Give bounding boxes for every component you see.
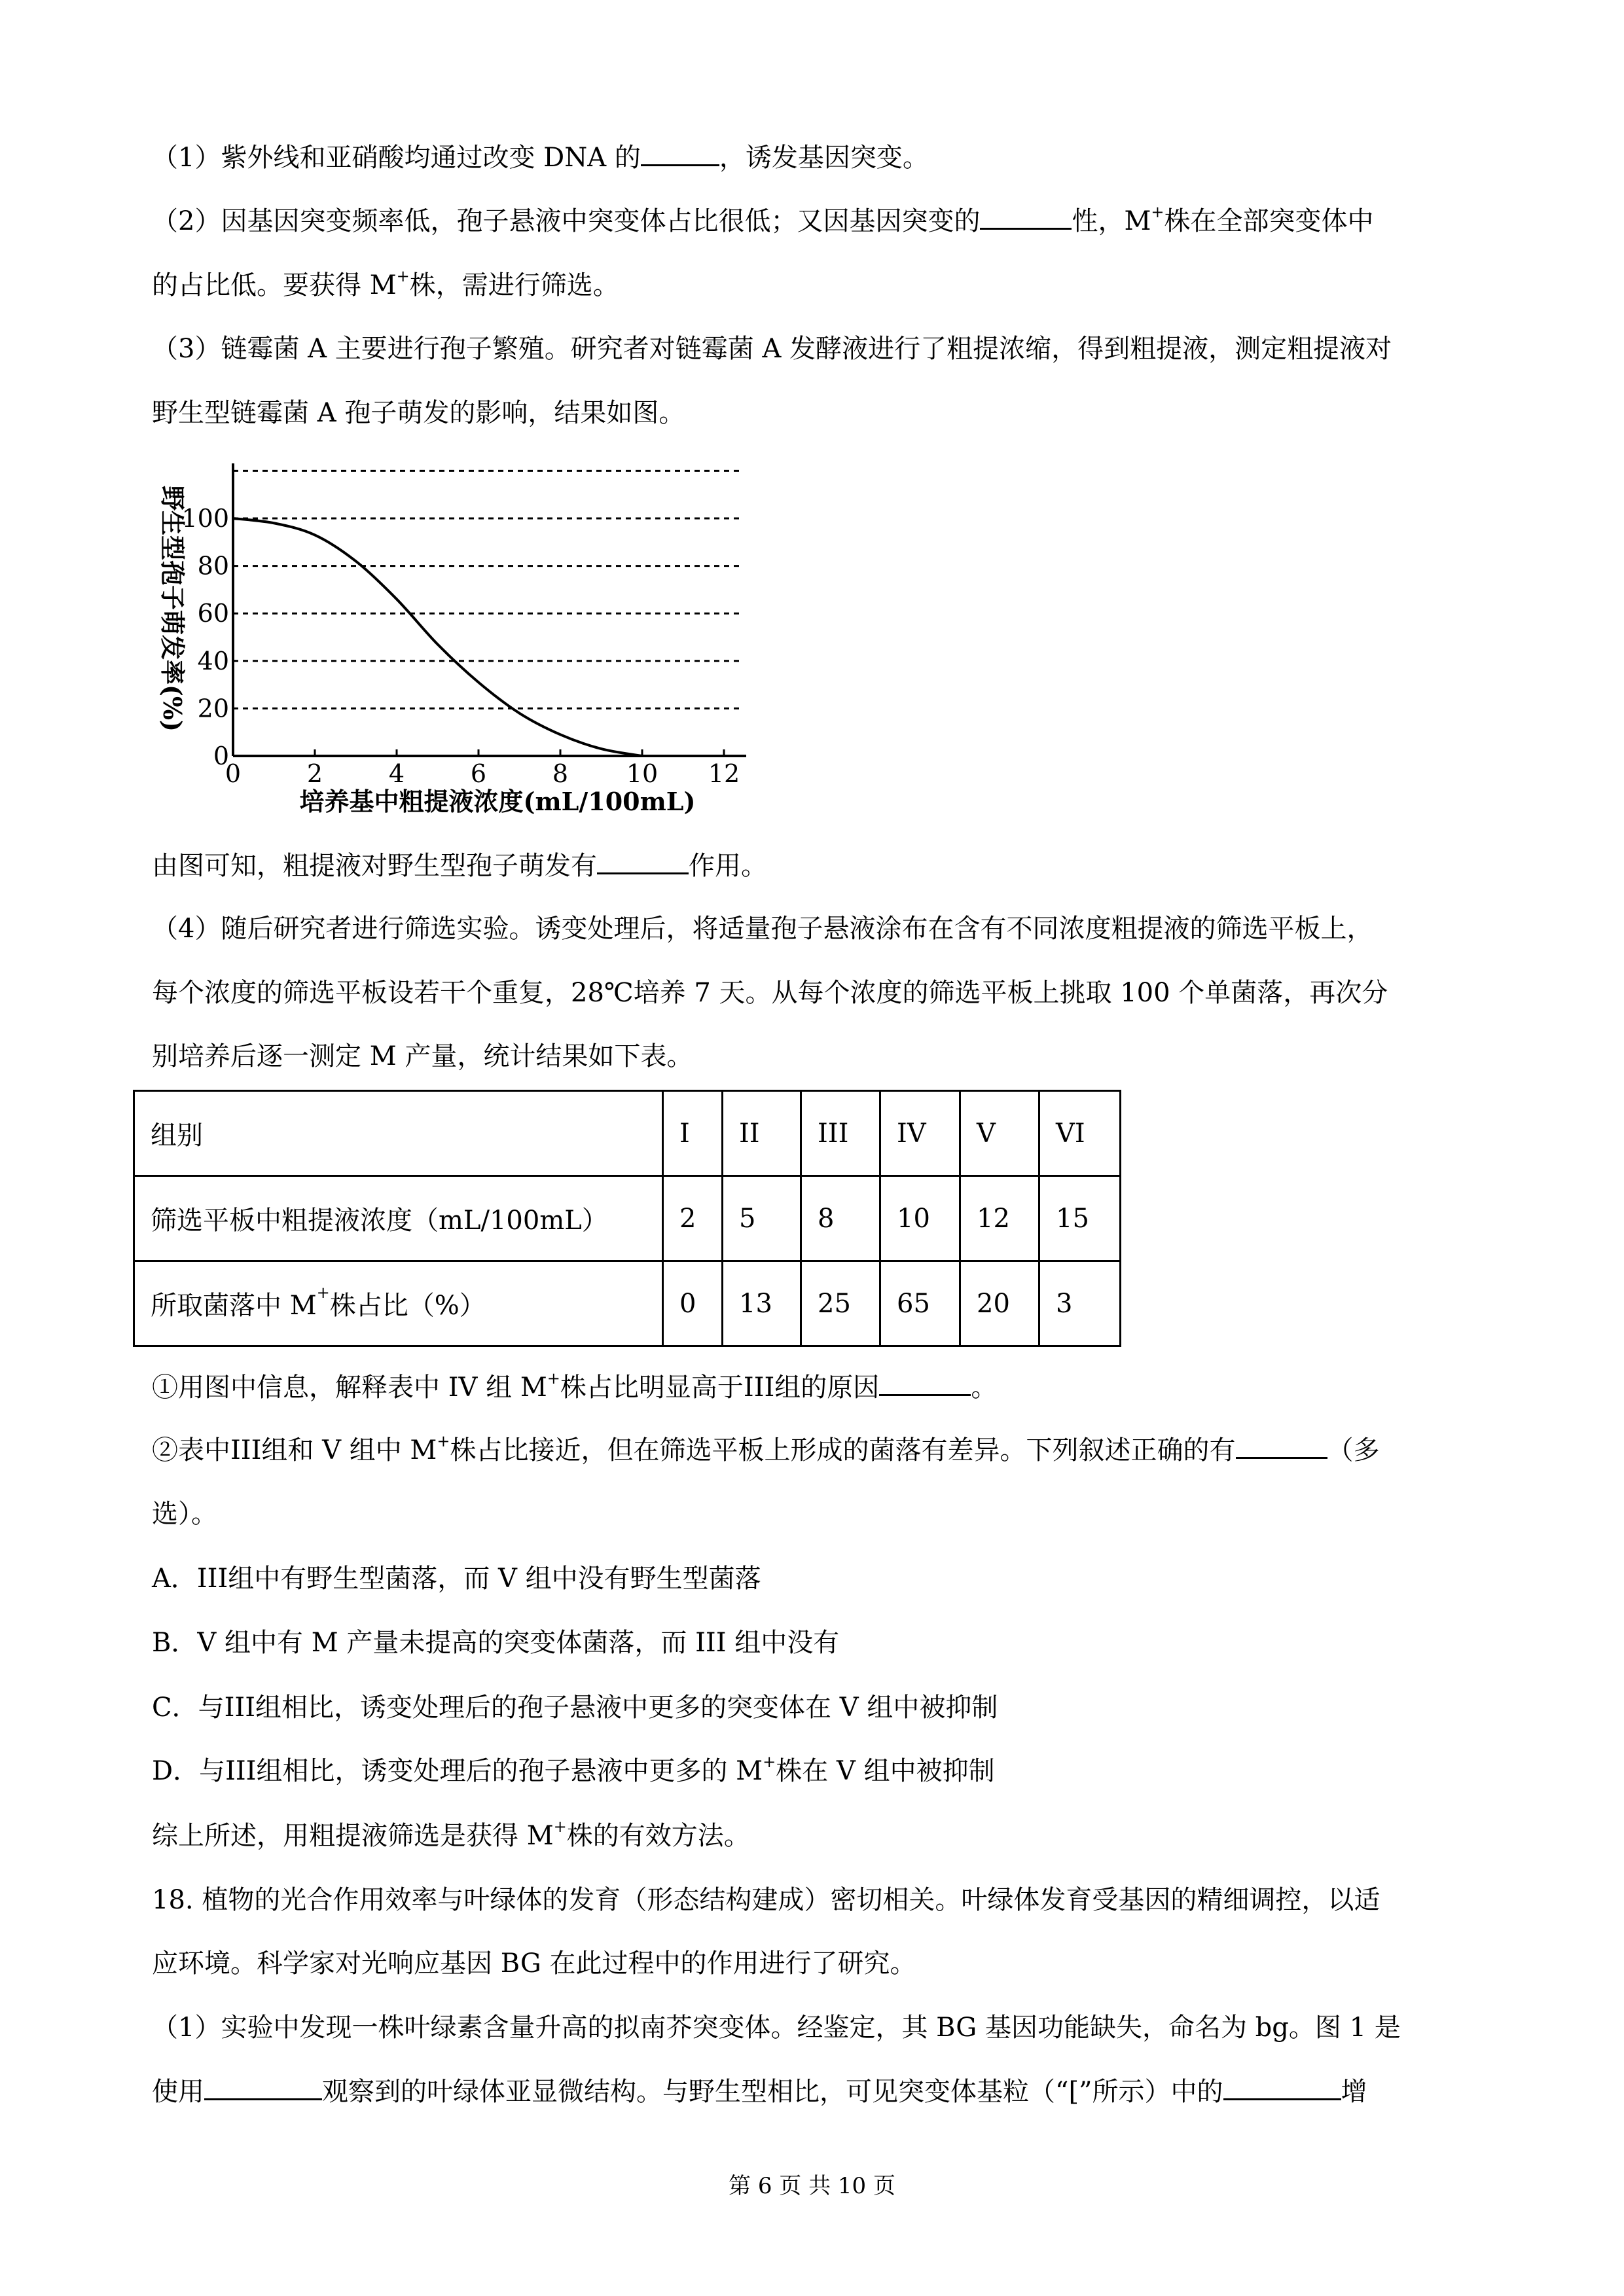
option-c[interactable]: C．与III组相比，诱变处理后的孢子悬液中更多的突变体在 V 组中被抑制 bbox=[152, 1693, 998, 1723]
text: 性，M bbox=[1072, 206, 1151, 236]
superscript: + bbox=[763, 1753, 776, 1771]
table-row bbox=[134, 1091, 1121, 1176]
q17-part4-cont2: 别培养后逐一测定 M 产量，统计结果如下表。 bbox=[152, 1041, 693, 1071]
text: 株，需进行筛选。 bbox=[409, 270, 619, 300]
table-row bbox=[134, 1261, 1121, 1346]
text: ，诱发基因突变。 bbox=[719, 143, 929, 173]
x-tick-label: 12 bbox=[708, 759, 740, 788]
cell: 65 bbox=[880, 1261, 960, 1346]
y-axis-label: 野生型孢子萌发率(%) bbox=[158, 485, 187, 732]
y-tick-label: 80 bbox=[197, 551, 229, 581]
q17-part3: （3）链霉菌 A 主要进行孢子繁殖。研究者对链霉菌 A 发酵液进行了粗提浓缩，得到粗提液，测定粗提液对 bbox=[152, 334, 1392, 364]
answer-blank[interactable] bbox=[879, 1371, 971, 1396]
page-footer: 第 6 页 共 10 页 bbox=[729, 2173, 895, 2199]
cell: 12 bbox=[960, 1176, 1039, 1261]
text: 株占比明显高于III组的原因 bbox=[560, 1372, 880, 1403]
y-tick-label: 0 bbox=[213, 742, 229, 770]
option-b[interactable]: B．V 组中有 M 产量未提高的突变体菌落，而 III 组中没有 bbox=[152, 1628, 840, 1658]
cell: V bbox=[960, 1091, 1039, 1176]
text: 所取菌落中 M bbox=[151, 1291, 317, 1321]
cell: 13 bbox=[723, 1261, 801, 1346]
x-tick-label: 2 bbox=[306, 759, 323, 788]
text: ②表中III组和 V 组中 M bbox=[152, 1435, 437, 1465]
grid-lines bbox=[233, 471, 743, 708]
q17-part3-cont: 野生型链霉菌 A 孢子萌发的影响，结果如图。 bbox=[152, 398, 685, 428]
answer-blank[interactable] bbox=[641, 141, 719, 166]
cell: 10 bbox=[880, 1176, 960, 1261]
text: 株占比（%） bbox=[329, 1291, 486, 1321]
text: 株在全部突变体中 bbox=[1164, 206, 1374, 236]
answer-blank[interactable] bbox=[1223, 2075, 1341, 2100]
y-tick-label: 60 bbox=[197, 599, 229, 628]
cell: VI bbox=[1039, 1091, 1121, 1176]
text: 增 bbox=[1341, 2077, 1367, 2107]
cell: 2 bbox=[663, 1176, 723, 1261]
superscript: + bbox=[396, 267, 410, 285]
text: 观察到的叶绿体亚显微结构。与野生型相比，可见突变体基粒（“[”所示）中的 bbox=[322, 2077, 1223, 2107]
cell: 0 bbox=[663, 1261, 723, 1346]
x-tick-label: 0 bbox=[225, 759, 242, 788]
y-tick-label: 40 bbox=[197, 646, 229, 675]
row-header bbox=[134, 1261, 663, 1346]
text: 由图可知，粗提液对野生型孢子萌发有 bbox=[152, 851, 597, 881]
x-axis-label: 培养基中粗提液浓度(mL/100mL) bbox=[299, 787, 696, 816]
q18-stem-cont: 应环境。科学家对光响应基因 BG 在此过程中的作用进行了研究。 bbox=[152, 1948, 916, 1979]
x-tick-label: 10 bbox=[626, 759, 659, 788]
cell: 3 bbox=[1039, 1261, 1121, 1346]
text: ①用图中信息，解释表中 IV 组 M bbox=[152, 1372, 547, 1403]
germination-chart bbox=[144, 452, 772, 831]
text: 使用 bbox=[152, 2077, 204, 2107]
cell: IV bbox=[880, 1091, 960, 1176]
cell: 25 bbox=[801, 1261, 880, 1346]
germination-curve bbox=[233, 518, 642, 756]
option-d[interactable] bbox=[152, 1754, 995, 1788]
text: （2）因基因突变频率低，孢子悬液中突变体占比很低；又因基因突变的 bbox=[152, 206, 981, 236]
row-header: 组别 bbox=[134, 1091, 663, 1176]
cell: 15 bbox=[1039, 1176, 1121, 1261]
q18-stem: 18. 植物的光合作用效率与叶绿体的发育（形态结构建成）密切相关。叶绿体发育受基因的精细调控，以适 bbox=[152, 1885, 1380, 1915]
text: D．与III组相比，诱变处理后的孢子悬液中更多的 M bbox=[152, 1756, 763, 1786]
text: 株在 V 组中被抑制 bbox=[776, 1756, 995, 1786]
results-table bbox=[133, 1090, 1121, 1347]
answer-blank[interactable] bbox=[1236, 1433, 1327, 1459]
text: （多 bbox=[1327, 1435, 1380, 1465]
option-a[interactable]: A．III组中有野生型菌落，而 V 组中没有野生型菌落 bbox=[152, 1564, 761, 1594]
q17-sub1 bbox=[152, 1371, 997, 1405]
cell: II bbox=[723, 1091, 801, 1176]
superscript: + bbox=[1151, 203, 1164, 221]
answer-blank[interactable] bbox=[980, 204, 1072, 230]
superscript: + bbox=[547, 1369, 560, 1388]
q17-sub2 bbox=[152, 1433, 1380, 1467]
x-tick-label: 4 bbox=[388, 759, 405, 788]
q18-part1: （1）实验中发现一株叶绿素含量升高的拟南芥突变体。经鉴定，其 BG 基因功能缺失，命名为 bg。图 1 是 bbox=[152, 2013, 1401, 2043]
y-tick-label: 20 bbox=[197, 694, 229, 723]
text: 株占比接近，但在筛选平板上形成的菌落有差异。下列叙述正确的有 bbox=[450, 1435, 1236, 1465]
superscript: + bbox=[553, 1818, 567, 1836]
q17-summary bbox=[152, 1819, 750, 1853]
q17-sub2-cont: 选）。 bbox=[152, 1499, 217, 1529]
q17-part4: （4）随后研究者进行筛选实验。诱变处理后，将适量孢子悬液涂布在含有不同浓度粗提液的筛选平板上， bbox=[152, 914, 1373, 944]
text: 作用。 bbox=[689, 851, 767, 881]
superscript: + bbox=[316, 1283, 330, 1302]
q17-part3-answer bbox=[152, 849, 767, 883]
cell: 8 bbox=[801, 1176, 880, 1261]
q17-part1 bbox=[152, 141, 929, 175]
x-tick-label: 8 bbox=[552, 759, 569, 788]
cell: 20 bbox=[960, 1261, 1039, 1346]
superscript: + bbox=[437, 1432, 450, 1450]
answer-blank[interactable] bbox=[597, 849, 689, 874]
answer-blank[interactable] bbox=[204, 2075, 322, 2100]
q18-part1-cont bbox=[152, 2075, 1367, 2109]
cell: III bbox=[801, 1091, 880, 1176]
q17-part2 bbox=[152, 204, 1374, 238]
text: 综上所述，用粗提液筛选是获得 M bbox=[152, 1821, 554, 1851]
text: 。 bbox=[971, 1372, 998, 1403]
q17-part2-cont bbox=[152, 268, 619, 302]
q17-part4-cont: 每个浓度的筛选平板设若干个重复，28℃培养 7 天。从每个浓度的筛选平板上挑取 100 个单菌落，再次分 bbox=[152, 978, 1388, 1008]
table-row bbox=[134, 1176, 1121, 1261]
text: （1）紫外线和亚硝酸均通过改变 DNA 的 bbox=[152, 143, 641, 173]
x-tick-label: 6 bbox=[470, 759, 487, 788]
y-tick-label: 100 bbox=[181, 504, 229, 533]
text: 的占比低。要获得 M bbox=[152, 270, 397, 300]
row-header: 筛选平板中粗提液浓度（mL/100mL） bbox=[134, 1176, 663, 1261]
cell: 5 bbox=[723, 1176, 801, 1261]
text: 株的有效方法。 bbox=[566, 1821, 750, 1851]
cell: I bbox=[663, 1091, 723, 1176]
